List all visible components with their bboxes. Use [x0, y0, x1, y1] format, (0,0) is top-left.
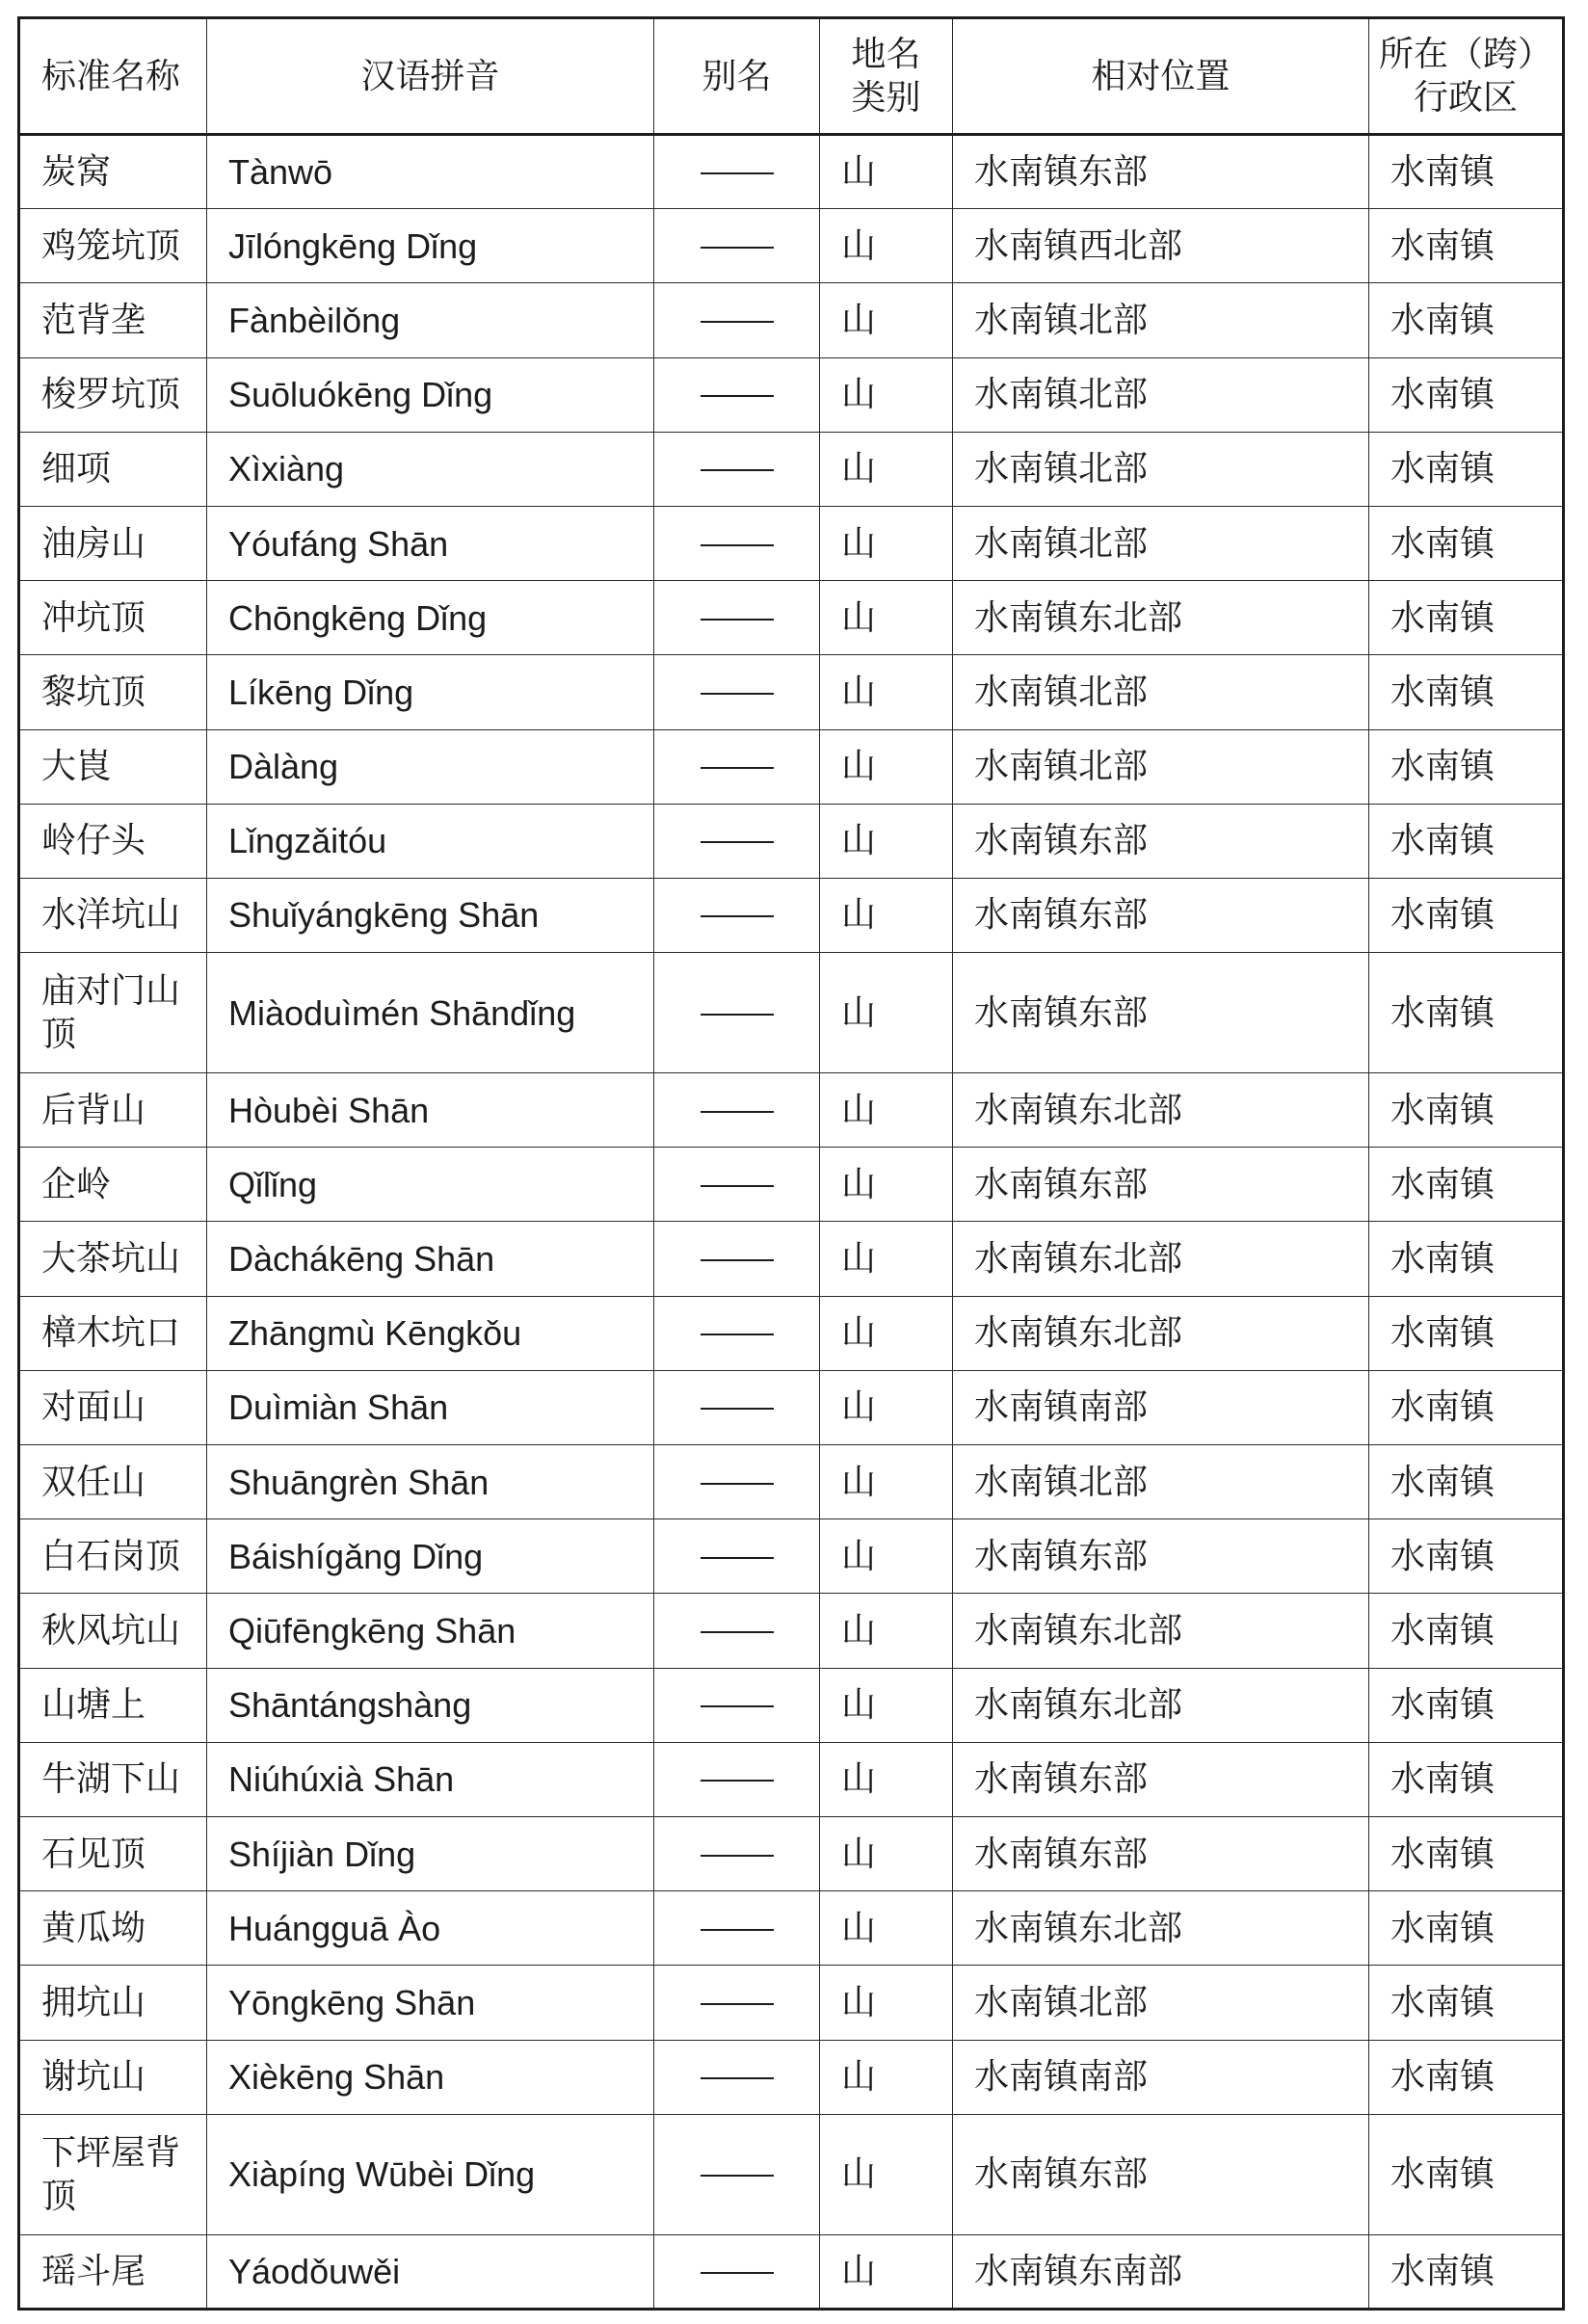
cell-position: 水南镇东部: [953, 953, 1369, 1073]
cell-category: 山: [820, 2234, 953, 2309]
table-row: [19, 878, 1564, 952]
alias-dash: [701, 2175, 774, 2177]
alias-dash: [701, 1780, 774, 1782]
cell-pinyin: Huángguā Ào: [207, 1891, 654, 1966]
cell-alias: [654, 1742, 820, 1816]
cell-name: 企岭: [19, 1148, 207, 1222]
table-row: [19, 1148, 1564, 1222]
table-row: [19, 1445, 1564, 1519]
table-row: [19, 1816, 1564, 1890]
alias-dash: [701, 247, 774, 249]
cell-pinyin: Chōngkēng Dǐng: [207, 581, 654, 655]
alias-dash: [701, 2077, 774, 2079]
cell-category: 山: [820, 729, 953, 804]
cell-alias: [654, 1370, 820, 1444]
cell-pinyin: Hòubèi Shān: [207, 1073, 654, 1148]
cell-pinyin: Yōngkēng Shān: [207, 1966, 654, 2040]
cell-name: 水洋坑山: [19, 878, 207, 952]
cell-alias: [654, 1222, 820, 1296]
cell-alias: [654, 581, 820, 655]
cell-admin: 水南镇: [1369, 2114, 1564, 2234]
table-row: [19, 2234, 1564, 2309]
cell-admin: 水南镇: [1369, 1742, 1564, 1816]
cell-alias: [654, 1668, 820, 1742]
cell-pinyin: Qǐlǐng: [207, 1148, 654, 1222]
cell-admin: 水南镇: [1369, 1222, 1564, 1296]
cell-category: 山: [820, 1222, 953, 1296]
cell-admin: 水南镇: [1369, 1816, 1564, 1890]
alias-dash: [701, 1185, 774, 1187]
cell-category: 山: [820, 953, 953, 1073]
cell-position: 水南镇东北部: [953, 1594, 1369, 1668]
alias-dash: [701, 321, 774, 323]
cell-position: 水南镇北部: [953, 357, 1369, 432]
table-body: [19, 135, 1564, 2310]
cell-category: 山: [820, 1148, 953, 1222]
header-position: 相对位置: [953, 18, 1369, 135]
cell-name: 范背垄: [19, 283, 207, 357]
cell-position: 水南镇北部: [953, 1966, 1369, 2040]
alias-dash: [701, 1557, 774, 1559]
cell-pinyin: Tànwō: [207, 135, 654, 209]
cell-alias: [654, 506, 820, 580]
header-pinyin: 汉语拼音: [207, 18, 654, 135]
cell-name: 石见顶: [19, 1816, 207, 1890]
cell-admin: 水南镇: [1369, 1073, 1564, 1148]
cell-pinyin: Suōluókēng Dǐng: [207, 357, 654, 432]
cell-category: 山: [820, 283, 953, 357]
cell-pinyin: Jīlóngkēng Dǐng: [207, 209, 654, 283]
cell-position: 水南镇南部: [953, 2040, 1369, 2114]
cell-name: 白石岗顶: [19, 1519, 207, 1594]
alias-dash: [701, 1014, 774, 1016]
alias-dash: [701, 1408, 774, 1410]
table-row: [19, 432, 1564, 506]
cell-pinyin: Niúhúxià Shān: [207, 1742, 654, 1816]
cell-alias: [654, 1966, 820, 2040]
cell-alias: [654, 1594, 820, 1668]
alias-dash: [701, 544, 774, 546]
cell-name: 后背山: [19, 1073, 207, 1148]
table-row: [19, 953, 1564, 1073]
alias-dash: [701, 767, 774, 769]
cell-category: 山: [820, 209, 953, 283]
alias-dash: [701, 469, 774, 471]
cell-alias: [654, 1816, 820, 1890]
cell-admin: 水南镇: [1369, 655, 1564, 729]
cell-pinyin: Xièkēng Shān: [207, 2040, 654, 2114]
cell-admin: 水南镇: [1369, 2040, 1564, 2114]
table-row: [19, 1891, 1564, 1966]
cell-category: 山: [820, 357, 953, 432]
cell-admin: 水南镇: [1369, 1966, 1564, 2040]
cell-position: 水南镇东北部: [953, 1073, 1369, 1148]
cell-name: 山塘上: [19, 1668, 207, 1742]
cell-admin: 水南镇: [1369, 209, 1564, 283]
cell-position: 水南镇北部: [953, 506, 1369, 580]
alias-dash: [701, 619, 774, 621]
cell-name: 鸡笼坑顶: [19, 209, 207, 283]
cell-alias: [654, 1296, 820, 1370]
cell-category: 山: [820, 1891, 953, 1966]
cell-category: 山: [820, 432, 953, 506]
cell-position: 水南镇东北部: [953, 1222, 1369, 1296]
cell-pinyin: Xiàpíng Wūbèi Dǐng: [207, 2114, 654, 2234]
cell-category: 山: [820, 581, 953, 655]
cell-name: 樟木坑口: [19, 1296, 207, 1370]
cell-alias: [654, 432, 820, 506]
header-category: [820, 18, 953, 135]
cell-alias: [654, 283, 820, 357]
cell-admin: 水南镇: [1369, 1370, 1564, 1444]
cell-name: 拥坑山: [19, 1966, 207, 2040]
cell-pinyin: Miàoduìmén Shāndǐng: [207, 953, 654, 1073]
cell-position: 水南镇东部: [953, 804, 1369, 878]
cell-alias: [654, 1519, 820, 1594]
table-row: [19, 2114, 1564, 2234]
cell-name: 梭罗坑顶: [19, 357, 207, 432]
cell-alias: [654, 655, 820, 729]
cell-position: 水南镇东部: [953, 1742, 1369, 1816]
cell-category: 山: [820, 1073, 953, 1148]
cell-pinyin: Duìmiàn Shān: [207, 1370, 654, 1444]
table-header-row: [19, 18, 1564, 135]
alias-dash: [701, 2003, 774, 2005]
cell-position: 水南镇北部: [953, 1445, 1369, 1519]
header-name: 标准名称: [19, 18, 207, 135]
cell-pinyin: Shuāngrèn Shān: [207, 1445, 654, 1519]
cell-admin: 水南镇: [1369, 953, 1564, 1073]
cell-category: 山: [820, 655, 953, 729]
alias-dash: [701, 1705, 774, 1707]
cell-position: 水南镇北部: [953, 729, 1369, 804]
cell-admin: 水南镇: [1369, 729, 1564, 804]
cell-category: 山: [820, 1594, 953, 1668]
cell-category: 山: [820, 804, 953, 878]
cell-name: 庙对门山顶: [19, 953, 207, 1073]
cell-position: 水南镇东部: [953, 1816, 1369, 1890]
cell-position: 水南镇东北部: [953, 581, 1369, 655]
cell-admin: 水南镇: [1369, 357, 1564, 432]
cell-position: 水南镇南部: [953, 1370, 1369, 1444]
cell-pinyin: Líkēng Dǐng: [207, 655, 654, 729]
cell-category: 山: [820, 1296, 953, 1370]
alias-dash: [701, 1929, 774, 1931]
cell-position: 水南镇东部: [953, 878, 1369, 952]
table-row: [19, 1742, 1564, 1816]
cell-name: 冲坑顶: [19, 581, 207, 655]
cell-alias: [654, 2234, 820, 2309]
cell-pinyin: Yáodǒuwěi: [207, 2234, 654, 2309]
cell-category: 山: [820, 1370, 953, 1444]
cell-category: 山: [820, 2114, 953, 2234]
cell-position: 水南镇东部: [953, 1148, 1369, 1222]
cell-admin: 水南镇: [1369, 2234, 1564, 2309]
cell-category: 山: [820, 1445, 953, 1519]
cell-name: 谢坑山: [19, 2040, 207, 2114]
cell-admin: 水南镇: [1369, 1891, 1564, 1966]
cell-alias: [654, 1148, 820, 1222]
cell-admin: 水南镇: [1369, 283, 1564, 357]
cell-position: 水南镇西北部: [953, 209, 1369, 283]
cell-alias: [654, 209, 820, 283]
cell-alias: [654, 729, 820, 804]
table-row: [19, 1370, 1564, 1444]
cell-pinyin: Shuǐyángkēng Shān: [207, 878, 654, 952]
cell-alias: [654, 1073, 820, 1148]
cell-category: 山: [820, 1742, 953, 1816]
cell-pinyin: Zhāngmù Kēngkǒu: [207, 1296, 654, 1370]
cell-position: 水南镇东北部: [953, 1891, 1369, 1966]
cell-name: 双任山: [19, 1445, 207, 1519]
cell-pinyin: Dàchákēng Shān: [207, 1222, 654, 1296]
cell-category: 山: [820, 878, 953, 952]
cell-name: 对面山: [19, 1370, 207, 1444]
place-name-table-container: [17, 16, 1565, 2311]
cell-admin: 水南镇: [1369, 804, 1564, 878]
header-alias: 别名: [654, 18, 820, 135]
table-row: [19, 506, 1564, 580]
cell-alias: [654, 953, 820, 1073]
cell-name: 黎坑顶: [19, 655, 207, 729]
cell-position: 水南镇北部: [953, 655, 1369, 729]
cell-admin: 水南镇: [1369, 432, 1564, 506]
table-row: [19, 283, 1564, 357]
cell-position: 水南镇东部: [953, 1519, 1369, 1594]
cell-category: 山: [820, 1966, 953, 2040]
cell-alias: [654, 1445, 820, 1519]
cell-position: 水南镇东北部: [953, 1668, 1369, 1742]
alias-dash: [701, 1334, 774, 1335]
alias-dash: [701, 1111, 774, 1113]
table-row: [19, 1222, 1564, 1296]
header-admin-line2: 行政区: [1413, 78, 1518, 118]
alias-dash: [701, 2272, 774, 2274]
alias-dash: [701, 172, 774, 174]
alias-dash: [701, 1855, 774, 1857]
header-category-line1: 地名: [851, 35, 921, 74]
cell-admin: 水南镇: [1369, 1519, 1564, 1594]
table-row: [19, 1966, 1564, 2040]
alias-dash: [701, 915, 774, 917]
table-row: [19, 1073, 1564, 1148]
cell-admin: 水南镇: [1369, 1148, 1564, 1222]
alias-dash: [701, 1259, 774, 1261]
cell-pinyin: Yóufáng Shān: [207, 506, 654, 580]
cell-alias: [654, 878, 820, 952]
table-row: [19, 2040, 1564, 2114]
cell-category: 山: [820, 1816, 953, 1890]
table-row: [19, 804, 1564, 878]
place-name-table: [17, 16, 1565, 2311]
table-row: [19, 1296, 1564, 1370]
table-row: [19, 135, 1564, 209]
cell-alias: [654, 135, 820, 209]
table-row: [19, 729, 1564, 804]
cell-position: 水南镇北部: [953, 432, 1369, 506]
table-row: [19, 209, 1564, 283]
cell-category: 山: [820, 1519, 953, 1594]
header-admin: [1369, 18, 1564, 135]
alias-dash: [701, 395, 774, 397]
cell-name: 大崀: [19, 729, 207, 804]
cell-name: 大茶坑山: [19, 1222, 207, 1296]
cell-admin: 水南镇: [1369, 1445, 1564, 1519]
cell-pinyin: Xìxiàng: [207, 432, 654, 506]
cell-alias: [654, 2114, 820, 2234]
cell-category: 山: [820, 2040, 953, 2114]
table-row: [19, 581, 1564, 655]
cell-admin: 水南镇: [1369, 1668, 1564, 1742]
table-row: [19, 1519, 1564, 1594]
cell-admin: 水南镇: [1369, 878, 1564, 952]
cell-position: 水南镇东部: [953, 2114, 1369, 2234]
table-row: [19, 1594, 1564, 1668]
cell-name: 炭窝: [19, 135, 207, 209]
cell-pinyin: Shíjiàn Dǐng: [207, 1816, 654, 1890]
cell-name: 黄瓜坳: [19, 1891, 207, 1966]
cell-admin: 水南镇: [1369, 1594, 1564, 1668]
cell-position: 水南镇东北部: [953, 1296, 1369, 1370]
alias-dash: [701, 693, 774, 695]
table-row: [19, 655, 1564, 729]
cell-category: 山: [820, 506, 953, 580]
alias-dash: [701, 1631, 774, 1633]
cell-position: 水南镇东南部: [953, 2234, 1369, 2309]
cell-category: 山: [820, 1668, 953, 1742]
cell-alias: [654, 804, 820, 878]
cell-pinyin: Lǐngzǎitóu: [207, 804, 654, 878]
alias-dash: [701, 1483, 774, 1485]
cell-name: 岭仔头: [19, 804, 207, 878]
cell-alias: [654, 1891, 820, 1966]
cell-name: 下坪屋背顶: [19, 2114, 207, 2234]
alias-dash: [701, 841, 774, 843]
cell-position: 水南镇东部: [953, 135, 1369, 209]
cell-name: 秋风坑山: [19, 1594, 207, 1668]
header-category-line2: 类别: [851, 78, 921, 118]
cell-pinyin: Fànbèilǒng: [207, 283, 654, 357]
cell-admin: 水南镇: [1369, 506, 1564, 580]
header-admin-line1: 所在（跨）: [1378, 35, 1552, 74]
cell-name: 瑶斗尾: [19, 2234, 207, 2309]
cell-name: 油房山: [19, 506, 207, 580]
cell-pinyin: Dàlàng: [207, 729, 654, 804]
cell-pinyin: Báishígǎng Dǐng: [207, 1519, 654, 1594]
cell-admin: 水南镇: [1369, 135, 1564, 209]
cell-admin: 水南镇: [1369, 1296, 1564, 1370]
cell-pinyin: Qiūfēngkēng Shān: [207, 1594, 654, 1668]
cell-pinyin: Shāntángshàng: [207, 1668, 654, 1742]
cell-alias: [654, 2040, 820, 2114]
table-row: [19, 1668, 1564, 1742]
cell-admin: 水南镇: [1369, 581, 1564, 655]
cell-name: 牛湖下山: [19, 1742, 207, 1816]
cell-name: 细项: [19, 432, 207, 506]
cell-alias: [654, 357, 820, 432]
table-row: [19, 357, 1564, 432]
cell-category: 山: [820, 135, 953, 209]
cell-position: 水南镇北部: [953, 283, 1369, 357]
